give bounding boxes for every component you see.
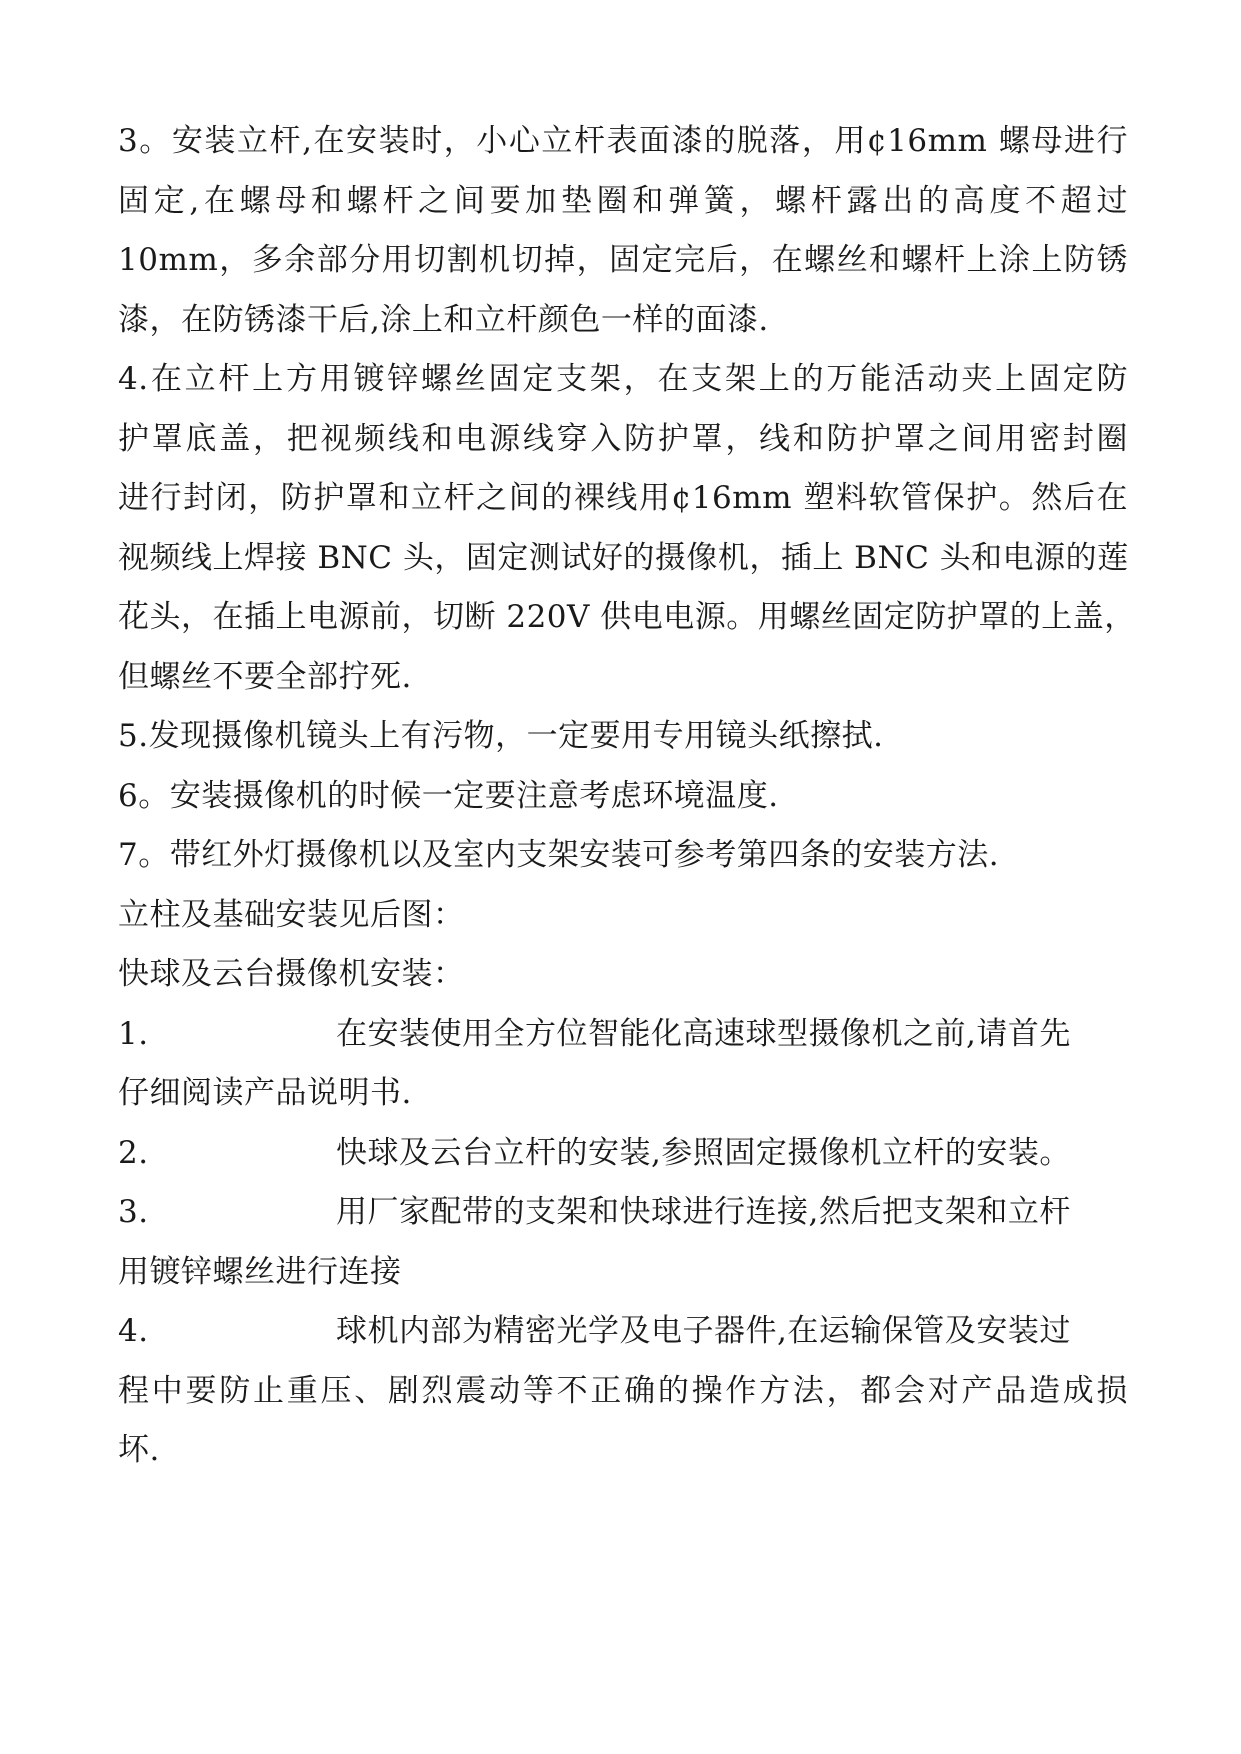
numbered-item (118, 1302, 1128, 1362)
document-page (118, 112, 1136, 1481)
paragraph-line: 6。安装摄像机的时候一定要注意考虑环境温度. (118, 777, 779, 814)
item-text: 用厂家配带的支架和快球进行连接,然后把支架和立杆 (336, 1194, 1071, 1230)
paragraph-line: 进行封闭，防护罩和立杆之间的裸线用¢16mm 塑料软管保护。然后在 (118, 480, 1128, 516)
paragraph-line: 但螺丝不要全部拧死. (118, 658, 412, 695)
paragraph-line: 5.发现摄像机镜头上有污物，一定要用专用镜头纸擦拭. (118, 718, 884, 754)
item-continuation: 用镀锌螺丝进行连接 (118, 1253, 402, 1290)
item-text: 球机内部为精密光学及电子器件,在运输保管及安装过 (336, 1313, 1071, 1349)
item-number: 1. (118, 1015, 149, 1052)
numbered-item (118, 1183, 1128, 1243)
paragraph-line: 护罩底盖，把视频线和电源线穿入防护罩，线和防护罩之间用密封圈 (118, 420, 1128, 457)
paragraph-line: 漆，在防锈漆干后,涂上和立杆颜色一样的面漆. (118, 301, 769, 338)
paragraph-line: 4.在立杆上方用镀锌螺丝固定支架，在支架上的万能活动夹上固定防 (118, 361, 1128, 397)
paragraph-line: 固定,在螺母和螺杆之间要加垫圈和弹簧，螺杆露出的高度不超过 (118, 182, 1128, 219)
item-continuation: 坏. (118, 1432, 160, 1468)
numbered-item (118, 1005, 1128, 1065)
item-number: 4. (118, 1313, 149, 1349)
numbered-item (118, 1124, 1128, 1184)
section-heading: 立柱及基础安装见后图： (118, 896, 465, 933)
item-number: 3. (118, 1194, 149, 1230)
item-continuation: 仔细阅读产品说明书. (118, 1075, 412, 1111)
item-number: 2. (118, 1134, 149, 1171)
paragraph-line: 3。安装立杆,在安装时，小心立杆表面漆的脱落，用¢16mm 螺母进行 (118, 123, 1128, 159)
item-text: 在安装使用全方位智能化高速球型摄像机之前,请首先 (336, 1015, 1071, 1052)
item-continuation: 程中要防止重压、剧烈震动等不正确的操作方法，都会对产品造成损 (118, 1372, 1128, 1409)
paragraph-line: 花头，在插上电源前，切断 220V 供电电源。用螺丝固定防护罩的上盖， (118, 599, 1136, 635)
paragraph-line: 7。带红外灯摄像机以及室内支架安装可参考第四条的安装方法. (118, 837, 1000, 873)
paragraph-line: 10mm，多余部分用切割机切掉，固定完后，在螺丝和螺杆上涂上防锈 (118, 242, 1128, 278)
section-heading: 快球及云台摄像机安装： (118, 956, 465, 992)
paragraph-line: 视频线上焊接 BNC 头，固定测试好的摄像机，插上 BNC 头和电源的莲 (118, 539, 1129, 576)
item-text: 快球及云台立杆的安装,参照固定摄像机立杆的安装。 (336, 1134, 1071, 1171)
